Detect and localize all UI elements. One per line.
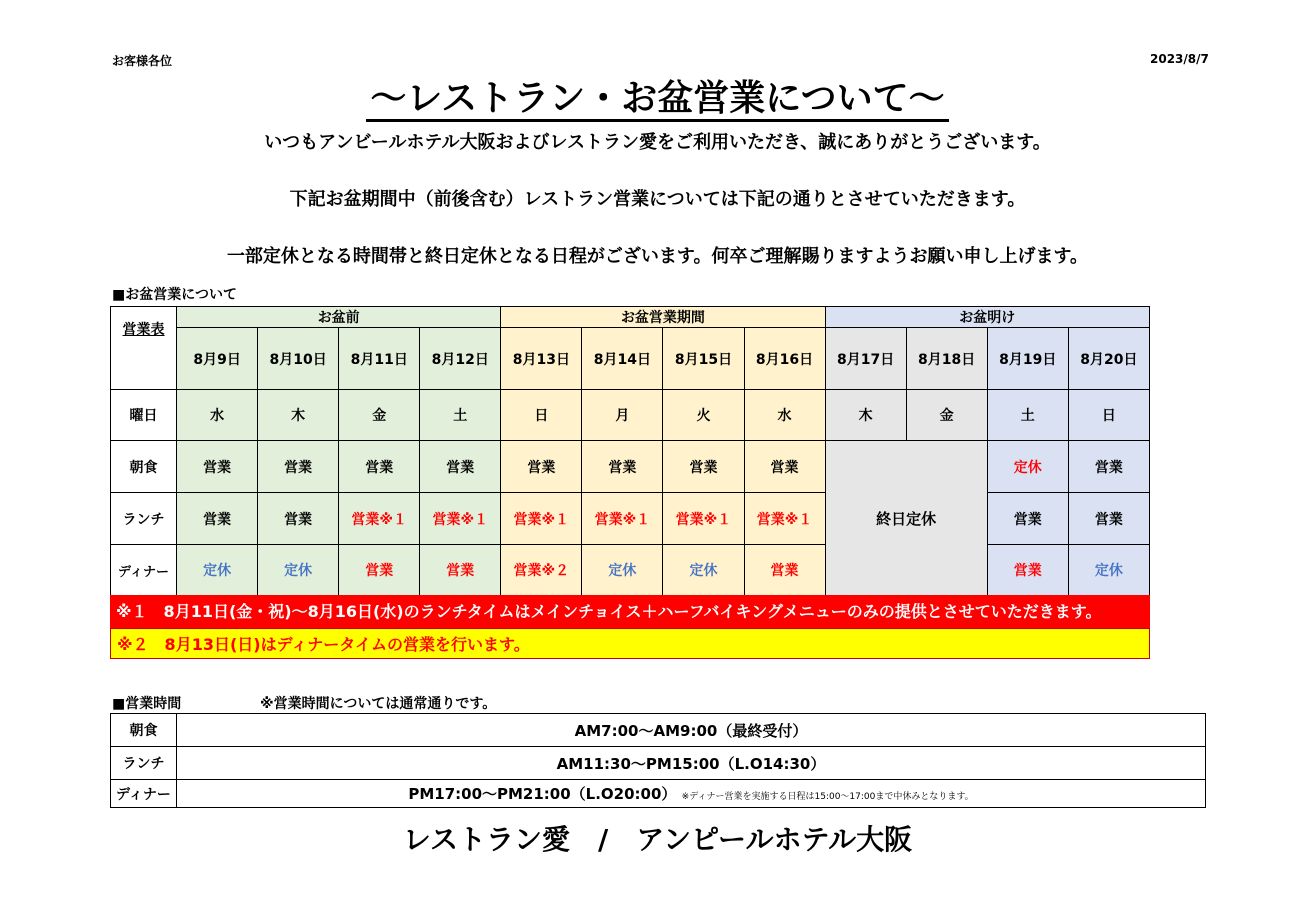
breakfast-cell: 定休 — [987, 441, 1068, 493]
weekday-cell: 木 — [258, 390, 339, 441]
lunch-cell: 営業※１ — [420, 493, 501, 545]
group-post: お盆明け — [825, 307, 1149, 328]
hours-value-breakfast: AM7:00〜AM9:00（最終受付） — [177, 714, 1206, 747]
breakfast-cell: 営業 — [177, 441, 258, 493]
dinner-cell: 営業 — [987, 545, 1068, 596]
lunch-cell: 営業 — [177, 493, 258, 545]
breakfast-cell: 営業 — [258, 441, 339, 493]
weekday-cell: 日 — [1068, 390, 1149, 441]
schedule-section-title: ■お盆営業について — [112, 287, 237, 303]
hours-value-lunch: AM11:30〜PM15:00（L.O14:30） — [177, 747, 1206, 780]
row-label-dinner: ディナー — [111, 545, 177, 596]
breakfast-cell: 営業 — [744, 441, 825, 493]
intro-line-1: いつもアンビールホテル大阪およびレストラン愛をご利用いただき、誠にありがとうございます。 — [264, 132, 1051, 153]
hours-label-dinner: ディナー — [111, 780, 177, 808]
recipient: お客様各位 — [112, 54, 173, 68]
lunch-cell: 営業※１ — [339, 493, 420, 545]
dinner-cell: 営業 — [420, 545, 501, 596]
dinner-cell: 定休 — [663, 545, 744, 596]
date-cell: 8月9日 — [177, 328, 258, 390]
weekday-cell: 月 — [582, 390, 663, 441]
date-cell: 8月11日 — [339, 328, 420, 390]
weekday-cell: 日 — [501, 390, 582, 441]
hours-label-lunch: ランチ — [111, 747, 177, 780]
hours-table — [110, 713, 1206, 808]
footer-brand: レストラン愛 / アンピールホテル大阪 — [402, 823, 913, 856]
date-cell: 8月13日 — [501, 328, 582, 390]
dinner-cell: 定休 — [582, 545, 663, 596]
date: 2023/8/7 — [1150, 52, 1209, 66]
lunch-cell: 営業 — [258, 493, 339, 545]
weekday-cell: 水 — [177, 390, 258, 441]
lunch-cell: 営業 — [1068, 493, 1149, 545]
weekday-cell: 土 — [987, 390, 1068, 441]
date-cell: 8月19日 — [987, 328, 1068, 390]
corner-label: 営業表 — [111, 307, 177, 390]
date-cell: 8月14日 — [582, 328, 663, 390]
breakfast-cell: 営業 — [501, 441, 582, 493]
weekday-cell: 金 — [339, 390, 420, 441]
dinner-cell: 定休 — [177, 545, 258, 596]
closed-all-day-cell: 終日定休 — [825, 441, 987, 596]
note-lunch-menu: ※１ 8月11日(金・祝)〜8月16日(水)のランチタイムはメインチョイス＋ハーフバイキングメニューのみの提供とさせていただきます。 — [110, 595, 1150, 628]
hours-value-dinner: PM17:00〜PM21:00（L.O20:00） ※ディナー営業を実施する日程は15:00〜17:00まで中休みとなります。 — [177, 780, 1206, 808]
group-during: お盆営業期間 — [501, 307, 825, 328]
breakfast-cell: 営業 — [420, 441, 501, 493]
dinner-break-note: ※ディナー営業を実施する日程は15:00〜17:00まで中休みとなります。 — [681, 792, 974, 802]
lunch-cell: 営業※１ — [663, 493, 744, 545]
hours-label-breakfast: 朝食 — [111, 714, 177, 747]
date-cell: 8月15日 — [663, 328, 744, 390]
row-label-breakfast: 朝食 — [111, 441, 177, 493]
hours-section-note: ※営業時間については通常通りです。 — [260, 696, 497, 712]
lunch-cell: 営業※１ — [744, 493, 825, 545]
breakfast-cell: 営業 — [1068, 441, 1149, 493]
date-cell: 8月10日 — [258, 328, 339, 390]
date-cell: 8月12日 — [420, 328, 501, 390]
dinner-cell: 営業※２ — [501, 545, 582, 596]
hours-section-title: ■営業時間 — [112, 696, 182, 712]
dinner-cell: 定休 — [258, 545, 339, 596]
weekday-cell: 水 — [744, 390, 825, 441]
lunch-cell: 営業※１ — [582, 493, 663, 545]
dinner-cell: 営業 — [339, 545, 420, 596]
intro-line-2: 下記お盆期間中（前後含む）レストラン営業については下記の通りとさせていただきます。 — [289, 189, 1026, 210]
date-cell: 8月20日 — [1068, 328, 1149, 390]
schedule-table — [110, 306, 1150, 596]
intro-line-3: 一部定休となる時間帯と終日定休となる日程がございます。何卒ご理解賜りますようお願い申し上げます。 — [226, 246, 1089, 267]
breakfast-cell: 営業 — [339, 441, 420, 493]
breakfast-cell: 営業 — [582, 441, 663, 493]
weekday-cell: 土 — [420, 390, 501, 441]
lunch-cell: 営業 — [987, 493, 1068, 545]
group-pre: お盆前 — [177, 307, 501, 328]
note-dinner-open: ※２ 8月13日(日)はディナータイムの営業を行います。 — [110, 628, 1150, 659]
breakfast-cell: 営業 — [663, 441, 744, 493]
dinner-cell: 営業 — [744, 545, 825, 596]
weekday-cell: 火 — [663, 390, 744, 441]
weekday-cell: 木 — [825, 390, 906, 441]
lunch-cell: 営業※１ — [501, 493, 582, 545]
row-label-weekday: 曜日 — [111, 390, 177, 441]
page-title: 〜レストラン・お盆営業について〜 — [0, 70, 1315, 121]
dinner-cell: 定休 — [1068, 545, 1149, 596]
weekday-cell: 金 — [906, 390, 987, 441]
date-cell: 8月16日 — [744, 328, 825, 390]
date-cell: 8月17日 — [825, 328, 906, 390]
row-label-lunch: ランチ — [111, 493, 177, 545]
date-cell: 8月18日 — [906, 328, 987, 390]
